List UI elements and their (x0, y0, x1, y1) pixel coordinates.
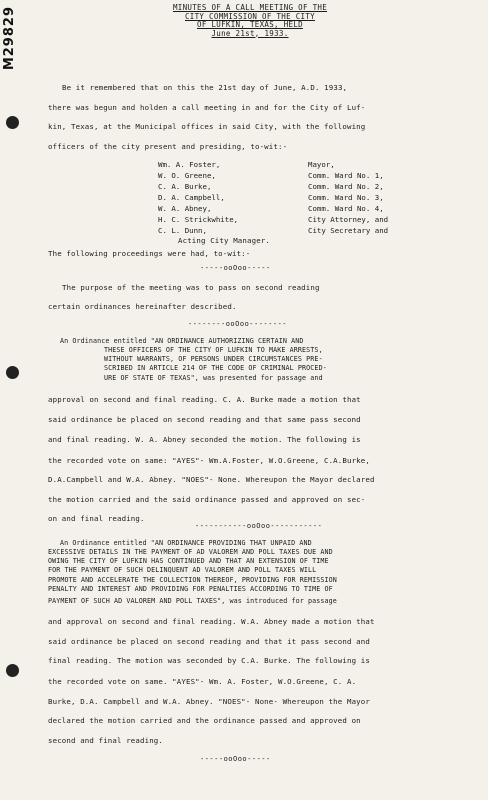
ordinance1-title-line: URE OF STATE OF TEXAS", was presented for passage and (104, 374, 323, 382)
document-stamp-number: M29829 (2, 6, 17, 71)
officer-name: W. O. Greene, (158, 171, 216, 180)
ordinance2-body-line: Burke, D.A. Campbell and W.A. Abney. "NOES"- None- Whereupon the Mayor (48, 697, 370, 706)
proceedings-line: The following proceedings were had, to-wit:- (48, 249, 251, 258)
ordinance1-body-line: the recorded vote on same: "AYES"- Wm.A.Foster, W.O.Greene, C.A.Burke, (48, 456, 370, 465)
ordinance1-body-line: on and final reading. (48, 514, 145, 523)
ordinance1-title-line: THESE OFFICERS OF THE CITY OF LUFKIN TO MAKE ARRESTS, (104, 346, 323, 354)
intro-line: officers of the city present and presiding, to-wit:- (48, 142, 288, 151)
officer-title: City Attorney, and (308, 215, 389, 224)
ordinance2-title-line: An Ordinance entitled "AN ORDINANCE PROVIDING THAT UNPAID AND (60, 539, 312, 547)
officer-name: C. A. Burke, (158, 182, 212, 191)
ordinance1-body-line: D.A.Campbell and W.A. Abney. "NOES"- None. Whereupon the Mayor declared (48, 475, 375, 484)
header-line: OF LUFKIN, TEXAS, HELD (197, 20, 303, 29)
ordinance2-title-line: PENALTY AND INTEREST AND PROVIDING FOR PENALTIES ACCORDING TO TIME OF (48, 585, 333, 593)
officer-title: Comm. Ward No. 1, (308, 171, 384, 180)
ordinance2-title-line: PROMOTE AND ACCELERATE THE COLLECTION THEREOF, PROVIDING FOR REMISSION (48, 576, 337, 584)
officer-title: Comm. Ward No. 3, (308, 193, 384, 202)
purpose-line: The purpose of the meeting was to pass on second reading (62, 283, 320, 292)
punch-hole (6, 664, 19, 677)
ordinance1-body-line: said ordinance be placed on second reading and that same pass second (48, 415, 361, 424)
ordinance1-title-line: WITHOUT WARRANTS, OF PERSONS UNDER CIRCUMSTANCES PRE- (104, 355, 323, 363)
officer-name: H. C. Strickwhite, (158, 215, 239, 224)
header-line: MINUTES OF A CALL MEETING OF THE (172, 3, 328, 12)
acting-title: Acting City Manager. (178, 236, 270, 245)
ordinance1-body-line: and final reading. W. A. Abney seconded the motion. The following is (48, 435, 361, 444)
officer-title: Comm. Ward No. 2, (308, 182, 384, 191)
punch-hole (6, 116, 19, 129)
punch-hole (6, 366, 19, 379)
ordinance2-body-line: second and final reading. (48, 736, 163, 745)
ordinance1-title-line: An Ordinance entitled "AN ORDINANCE AUTHORIZING CERTAIN AND (60, 337, 304, 345)
ordinance2-title-line: EXCESSIVE DETAILS IN THE PAYMENT OF AD VALOREM AND POLL TAXES DUE AND (48, 548, 333, 556)
header-line: CITY COMMISSION OF THE CITY (184, 11, 315, 21)
intro-line: there was begun and holden a call meeting in and for the City of Luf- (48, 103, 366, 112)
ordinance2-title-line: PAYMENT OF SUCH AD VALOREM AND POLL TAXES", was introduced for passage (48, 597, 337, 605)
ordinance1-title-line: SCRIBED IN ARTICLE 214 OF THE CODE OF CRIMINAL PROCED- (104, 364, 327, 372)
officer-name: Wm. A. Foster, (158, 160, 221, 169)
ordinance2-title-line: OWING THE CITY OF LUFKIN HAS CONTINUED AND THAT AN EXTENSION OF TIME (48, 557, 329, 565)
officer-name: D. A. Campbell, (158, 193, 225, 202)
section-separator: -----ooOoo----- (200, 755, 271, 763)
ordinance2-body-line: declared the motion carried and the ordinance passed and approved on (48, 716, 361, 725)
section-separator: -----ooOoo----- (200, 264, 271, 272)
ordinance1-body-line: approval on second and final reading. C. A. Burke made a motion that (48, 395, 361, 404)
minutes-header (120, 4, 380, 38)
header-date: June 21st, 1933. (211, 28, 289, 38)
ordinance2-body-line: the recorded vote on same. "AYES"- Wm. A. Foster, W.O.Greene, C. A. (48, 677, 357, 686)
ordinance2-title-line: FOR THE PAYMENT OF SUCH DELINQUENT AD VALOREM AND POLL TAXES WILL (48, 566, 317, 574)
ordinance1-body-line: the motion carried and the said ordinance passed and approved on sec- (48, 495, 366, 504)
officer-name: W. A. Abney, (158, 204, 212, 213)
officer-name: C. L. Dunn, (158, 226, 207, 235)
ordinance2-body-line: final reading. The motion was seconded by C.A. Burke. The following is (48, 656, 370, 665)
section-separator: --------ooOoo-------- (188, 320, 288, 328)
intro-line: kin, Texas, at the Municipal offices in said City, with the following (48, 122, 366, 131)
intro-line: Be it remembered that on this the 21st day of June, A.D. 1933, (62, 83, 348, 92)
officer-title: City Secretary and (308, 226, 389, 235)
purpose-line: certain ordinances hereinafter described. (48, 302, 237, 311)
ordinance2-body-line: said ordinance be placed on second reading and that it pass second and (48, 637, 370, 646)
ordinance2-body-line: and approval on second and final reading. W.A. Abney made a motion that (48, 617, 375, 626)
officer-title: Mayor, (308, 160, 335, 169)
section-separator: -----------ooOoo----------- (195, 522, 323, 530)
officer-title: Comm. Ward No. 4, (308, 204, 384, 213)
